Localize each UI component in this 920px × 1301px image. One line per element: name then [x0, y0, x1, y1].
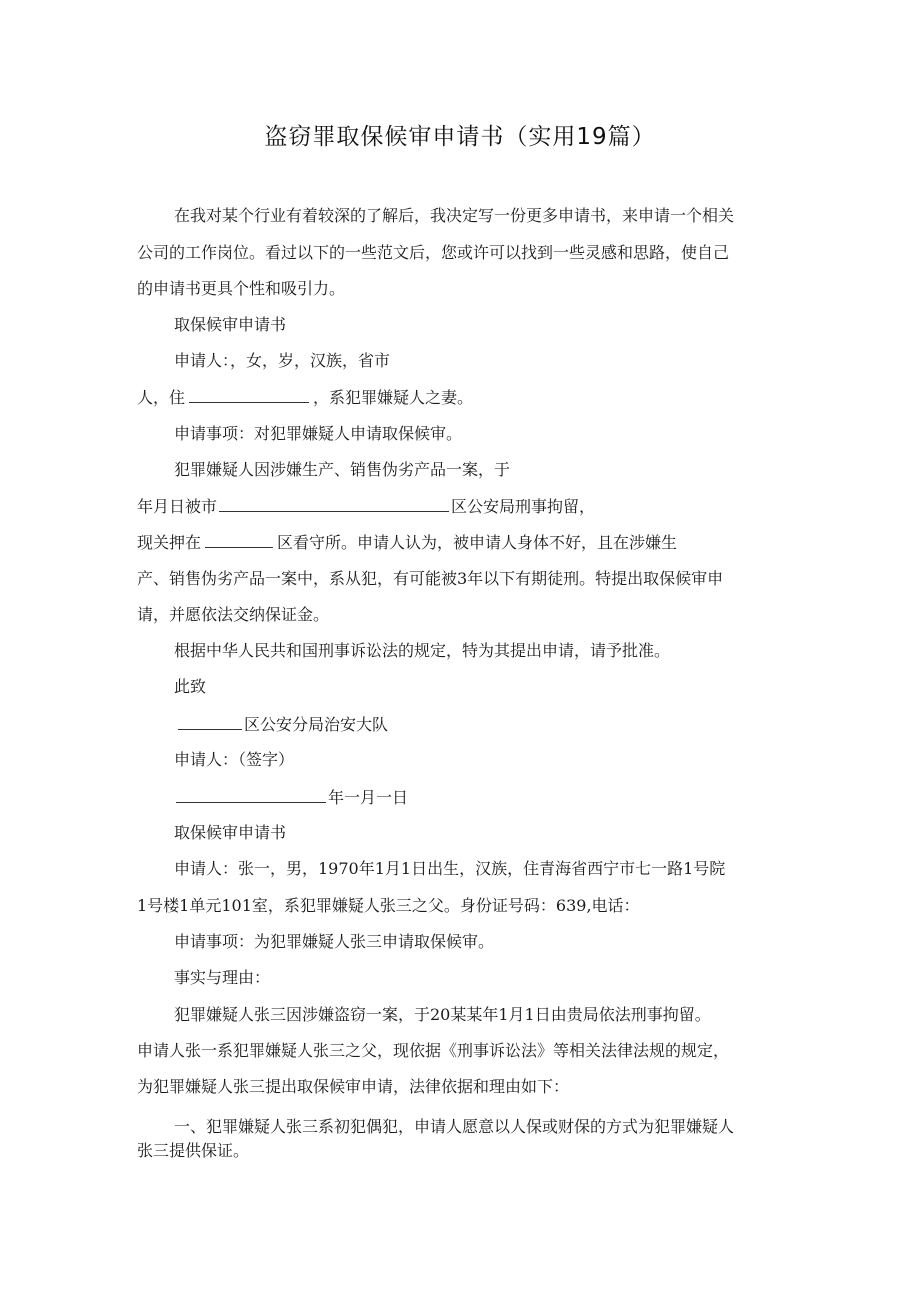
sample1-fact-line-5: 请，并愿依法交纳保证金。: [137, 605, 330, 624]
sample1-fact-line-4: 产、销售伪劣产品一案中，系从犯，有可能被3年以下有期徒刑。特提出取保候审申: [137, 569, 724, 588]
sample1-fact-line-1: 犯罪嫌疑人因涉嫌生产、销售伪劣产品一案，于: [174, 460, 511, 479]
sample1-salutation: 此致: [174, 677, 207, 696]
sample1-applicant-line-2-end: ，系犯罪嫌疑人之妻。: [313, 388, 474, 407]
document-title: 盗窃罪取保候审申请书（实用19篇）: [264, 124, 656, 150]
sample1-applicant-line-1: 申请人：，女，岁，汉族，省市: [174, 351, 391, 370]
sample1-date: [176, 787, 408, 808]
sample1-basis: 根据中华人民共和国刑事诉讼法的规定，特为其提出申请，请予批准。: [174, 641, 671, 660]
sample1-fact-line-2: [137, 496, 595, 517]
sample1-applicant-line-2-start: 人，住: [137, 388, 186, 407]
recipient-district-blank: [178, 714, 242, 730]
sample1-applicant-line-2: [137, 387, 473, 408]
sample1-fact-line-3-end: 区看守所。申请人认为，被申请人身体不好，且在涉嫌生: [277, 533, 678, 552]
sample2-reason1-line-1: 一、犯罪嫌疑人张三系初犯偶犯，申请人愿意以人保或财保的方式为犯罪嫌疑人: [174, 1117, 735, 1136]
intro-line-1: 在我对某个行业有着较深的了解后，我决定写一份更多申请书，来申请一个相关: [174, 206, 735, 225]
sample1-recipient: [178, 714, 388, 735]
sample1-heading: 取保候审申请书: [174, 315, 287, 334]
sample2-applicant-line-2: 1号楼1单元101室，系犯罪嫌疑人张三之父。身份证号码：639,电话：: [137, 896, 640, 915]
sample1-recipient-text: 区公安分局治安大队: [244, 715, 389, 734]
residence-blank: [189, 387, 309, 403]
sample2-facts-heading: 事实与理由：: [174, 968, 271, 987]
sample2-reason1-line-2: 张三提供保证。: [137, 1141, 250, 1160]
sample1-fact-line-2-start: 年月日被市: [137, 497, 218, 516]
sample2-heading: 取保候审申请书: [174, 823, 287, 842]
sample1-signature: 申请人：（签字）: [174, 750, 295, 769]
intro-line-2: 公司的工作岗位。看过以下的一些范文后，您或许可以找到一些灵感和思路，使自己: [137, 243, 730, 262]
sample1-date-text: 年一月一日: [328, 788, 409, 807]
sample2-facts-line-2: 申请人张一系犯罪嫌疑人张三之父，现依据《刑事诉讼法》等相关法律法规的规定，: [137, 1041, 730, 1060]
sample2-facts-line-3: 为犯罪嫌疑人张三提出取保候审申请，法律依据和理由如下：: [137, 1077, 570, 1096]
sample2-matter: 申请事项：为犯罪嫌疑人张三申请取保候审。: [174, 932, 495, 951]
intro-line-3: 的申请书更具个性和吸引力。: [137, 279, 346, 298]
date-blank: [176, 787, 326, 803]
sample1-fact-line-3: [137, 532, 677, 553]
sample1-fact-line-2-end: 区公安局刑事拘留，: [451, 497, 596, 516]
district-blank: [205, 532, 273, 548]
sample2-applicant-line-1: 申请人：张一，男，1970年1月1日出生，汉族，住青海省西宁市七一路1号院: [174, 859, 726, 878]
sample1-fact-line-3-start: 现关押在: [137, 533, 202, 552]
sample1-matter: 申请事项：对犯罪嫌疑人申请取保候审。: [174, 424, 463, 443]
city-blank: [219, 496, 449, 512]
sample2-facts-line-1: 犯罪嫌疑人张三因涉嫌盗窃一案，于20某某年1月1日由贵局依法刑事拘留。: [174, 1005, 711, 1024]
